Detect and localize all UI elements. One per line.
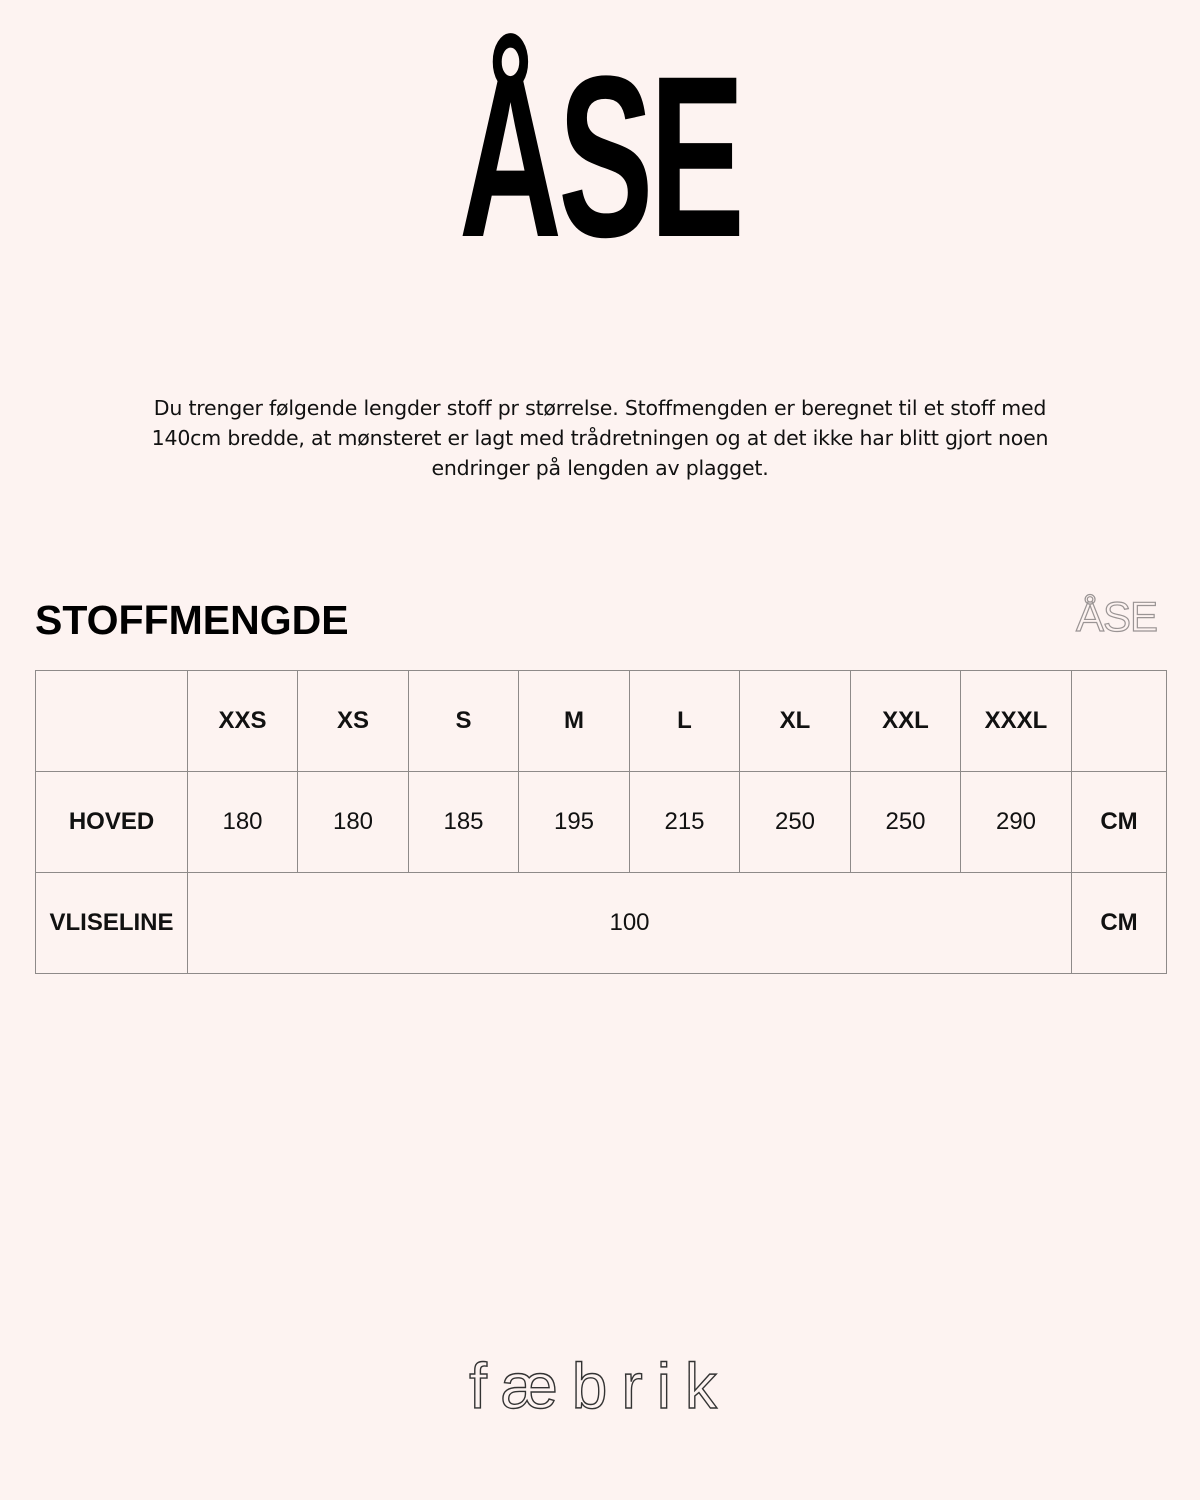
size-header-cell: XL [740,671,851,772]
fabrik-logo: fæbrik [469,1350,731,1422]
empty-unit-header-cell [1072,671,1167,772]
table-row [36,873,1167,974]
empty-corner-cell [36,671,188,772]
value-cell: 250 [740,772,851,873]
size-header-cell: M [519,671,630,772]
value-cell: 215 [630,772,740,873]
unit-cell: CM [1072,772,1167,873]
row-label-hoved: HOVED [36,772,188,873]
value-cell: 250 [851,772,961,873]
value-cell: 185 [409,772,519,873]
value-cell-all-sizes: 100 [188,873,1072,974]
size-header-cell: L [630,671,740,772]
size-header-cell: S [409,671,519,772]
row-label-vliseline: VLISELINE [36,873,188,974]
value-cell: 180 [298,772,409,873]
size-header-cell: XXL [851,671,961,772]
value-cell: 195 [519,772,630,873]
intro-paragraph: Du trenger følgende lengder stoff pr størrelse. Stoffmengden er beregnet til et stoff med 140cm bredde, at mønsteret er lagt med trådretningen og at det ikke har blitt gjort noen endringer på lengden av plagget. [151,396,1049,480]
size-header-cell: XS [298,671,409,772]
value-cell: 290 [961,772,1072,873]
brand-mark-outline: ÅSE [1076,593,1158,640]
fabric-amount-table [35,670,1167,974]
size-header-cell: XXS [188,671,298,772]
size-header-cell: XXXL [961,671,1072,772]
section-title: STOFFMENGDE [35,597,349,643]
table-row [36,772,1167,873]
pattern-title: ÅSE [458,28,742,285]
size-header-row [36,671,1167,772]
value-cell: 180 [188,772,298,873]
unit-cell: CM [1072,873,1167,974]
